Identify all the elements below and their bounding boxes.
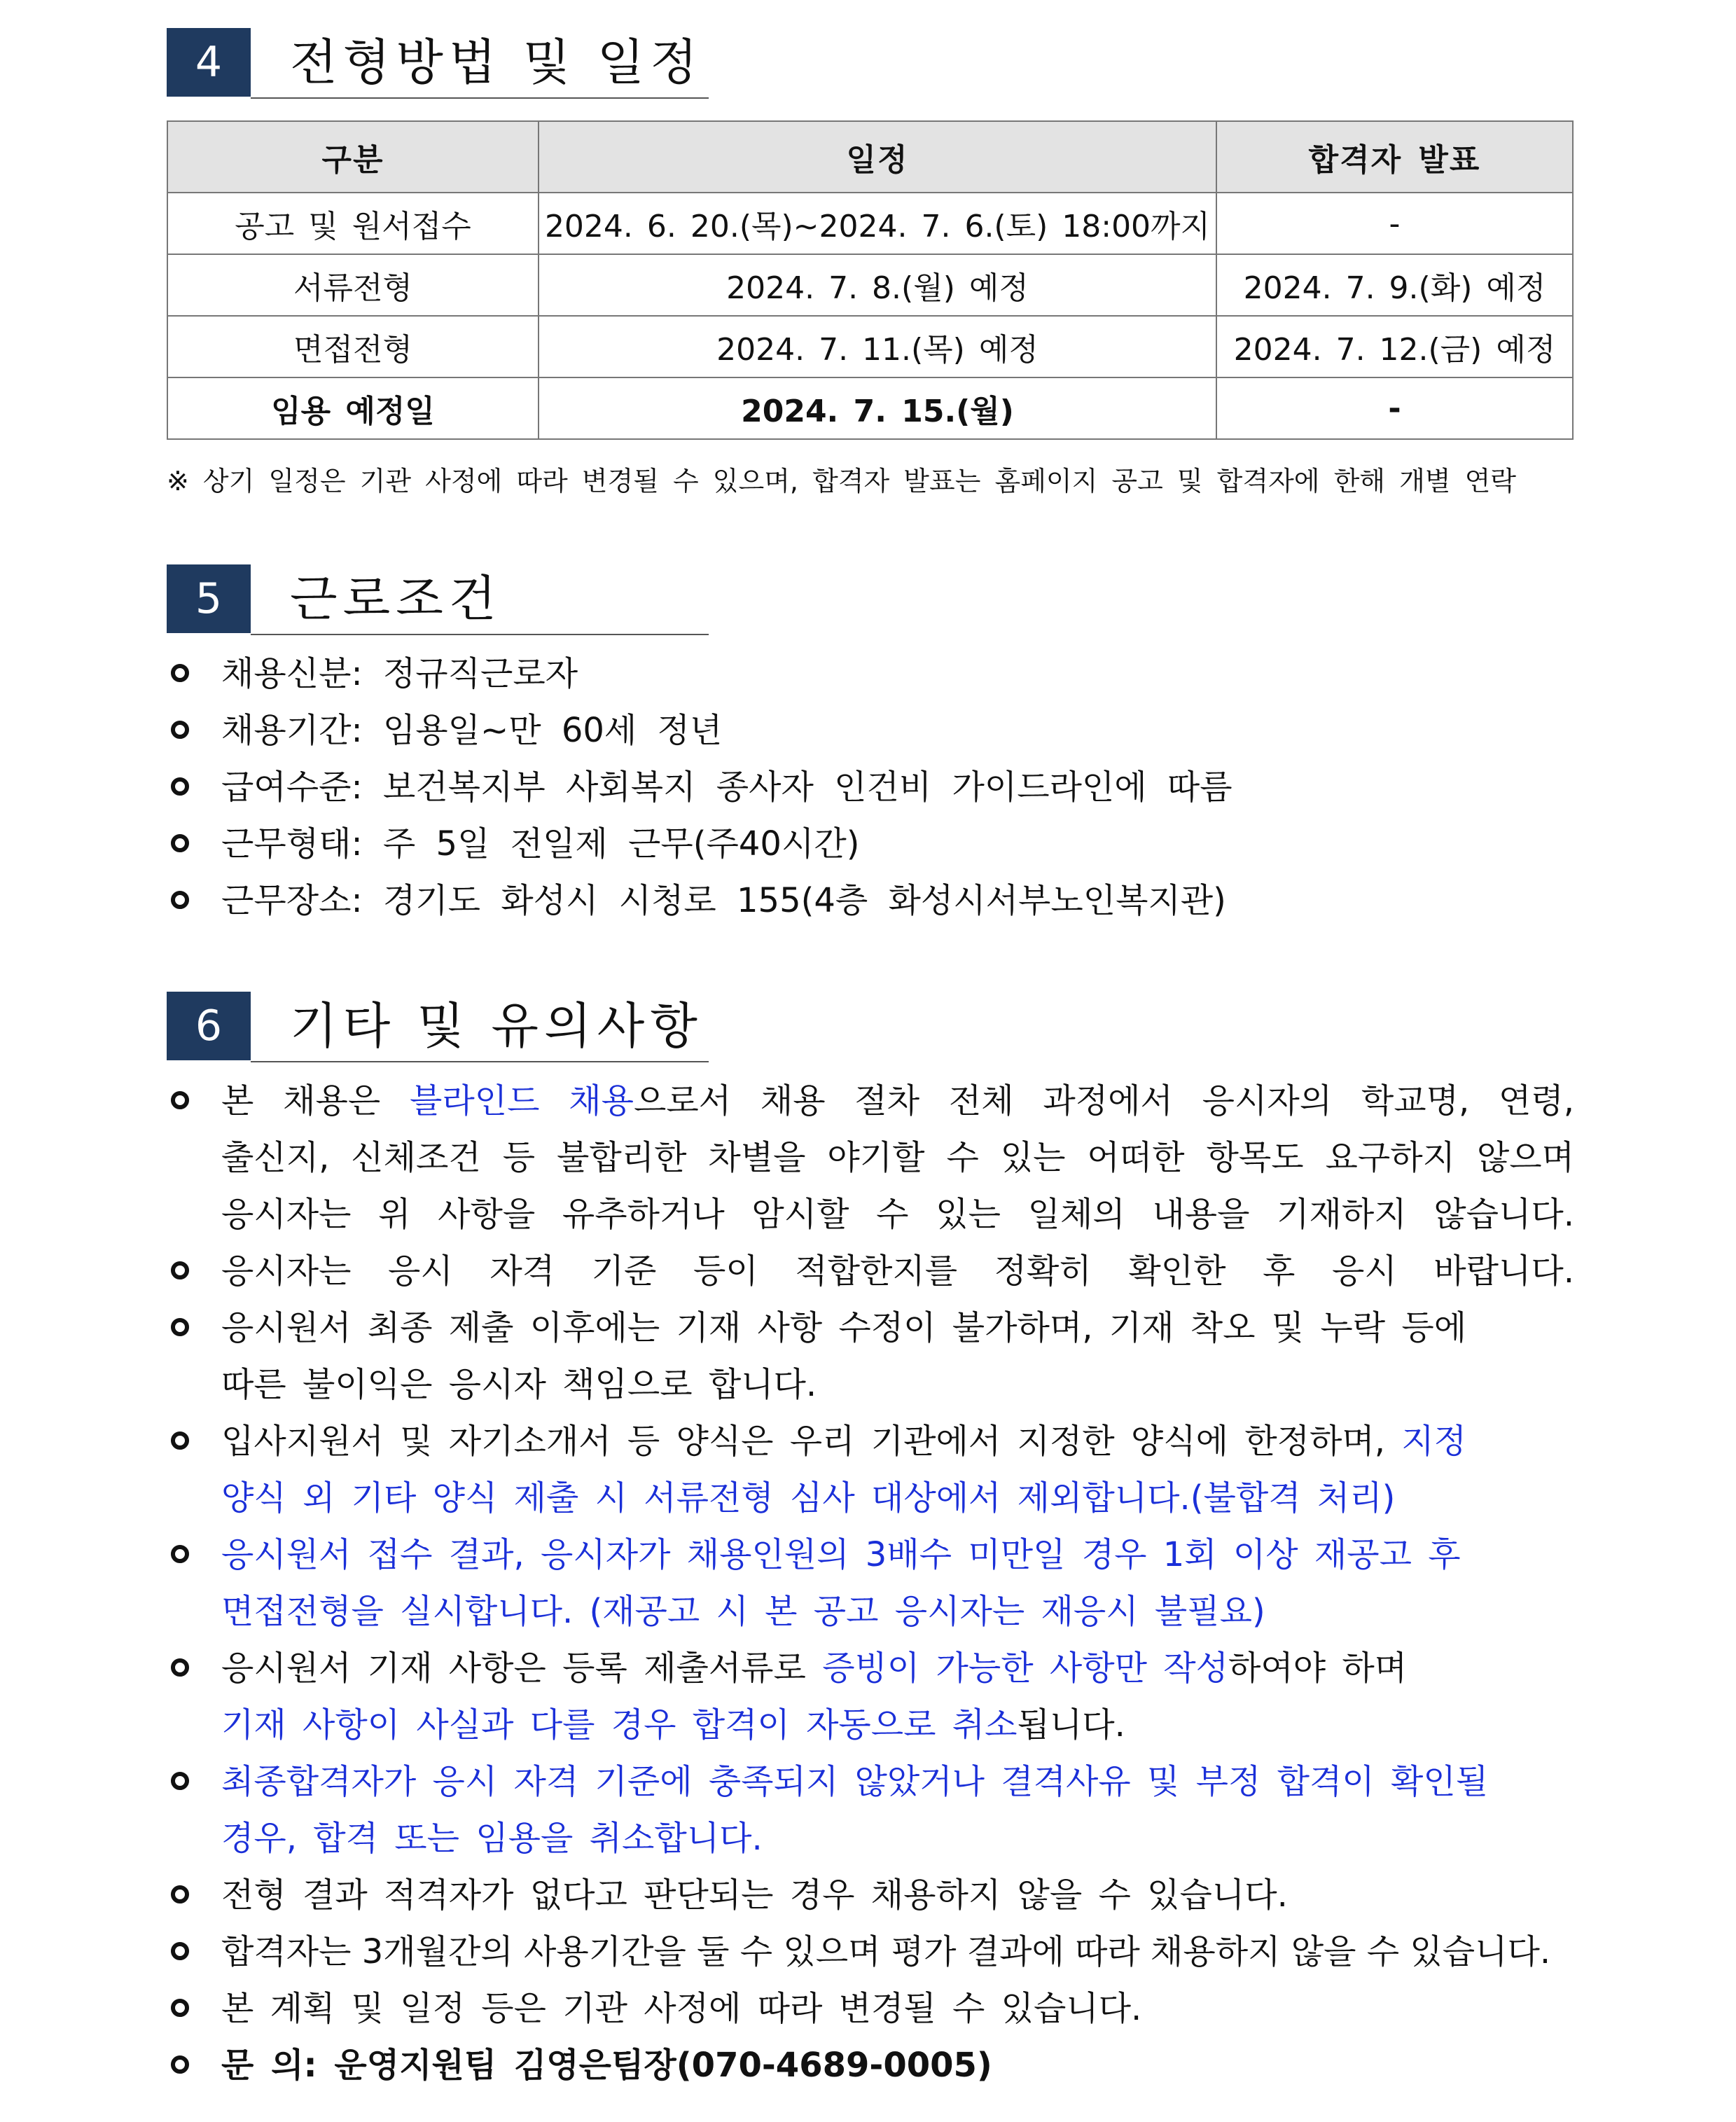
circle-bullet-icon [171, 1091, 189, 1109]
list-item [167, 873, 1574, 929]
table-cell: 2024. 6. 20.(목)~2024. 7. 6.(토) 18:00까지 [539, 193, 1216, 254]
circle-bullet-icon [171, 1999, 189, 2017]
contact-item [167, 2037, 1574, 2094]
list-item-text: 본 채용은 [221, 1081, 410, 1121]
table-row [167, 377, 1573, 439]
list-item [167, 1754, 1574, 1867]
section-number: 4 [167, 28, 251, 97]
table-cell: 서류전형 [167, 254, 539, 316]
circle-bullet-icon [171, 1318, 189, 1336]
section-5-header [167, 564, 709, 637]
table-header: 구분 [167, 121, 539, 193]
circle-bullet-icon [171, 664, 189, 682]
list-item-text: 전형 결과 적격자가 없다고 판단되는 경우 채용하지 않을 수 있습니다. [221, 1875, 1288, 1915]
table-row [167, 193, 1573, 254]
table-cell: 2024. 7. 15.(월) [539, 377, 1216, 439]
list-item-text: 채용신분: 정규직근로자 [221, 654, 578, 693]
section-title: 기타 및 유의사항 [290, 997, 703, 1055]
list-item-text: 응시자는 응시 자격 기준 등이 적합한지를 정확히 확인한 후 응시 바랍니다. [221, 1251, 1574, 1291]
list-item [167, 646, 1574, 702]
list-item [167, 816, 1574, 873]
list-item-text: 응시원서 최종 제출 이후에는 기재 사항 수정이 불가하며, 기재 착오 및 누락 등에 [221, 1308, 1467, 1347]
table-cell: 2024. 7. 12.(금) 예정 [1216, 316, 1573, 377]
list-item [167, 1640, 1574, 1754]
list-item-text: 됩니다. [1017, 1705, 1125, 1745]
table-cell: 2024. 7. 9.(화) 예정 [1216, 254, 1573, 316]
table-cell: 임용 예정일 [167, 377, 539, 439]
circle-bullet-icon [171, 1431, 189, 1450]
section-6-header [167, 992, 709, 1065]
list-item-text: 입사지원서 및 자기소개서 등 양식은 우리 기관에서 지정한 양식에 한정하며, [221, 1422, 1402, 1461]
circle-bullet-icon [171, 1772, 189, 1790]
notices-list [167, 1073, 1574, 2094]
circle-bullet-icon [171, 1885, 189, 1903]
section-underline [251, 97, 709, 99]
list-item-text: 따른 불이익은 응시자 책임으로 합니다. [221, 1365, 817, 1404]
circle-bullet-icon [171, 1942, 189, 1960]
schedule-table [167, 120, 1574, 440]
circle-bullet-icon [171, 834, 189, 852]
list-item-text: 응시자는 위 사항을 유추하거나 암시할 수 있는 일체의 내용을 기재하지 않습니다. [221, 1195, 1574, 1234]
emphasis-text: 증빙이 가능한 사항만 작성 [822, 1649, 1229, 1688]
emphasis-text: 경우, 합격 또는 임용을 취소합니다. [221, 1819, 763, 1858]
list-item [167, 1413, 1574, 1527]
table-header: 합격자 발표 [1216, 121, 1573, 193]
emphasis-text: 양식 외 기타 양식 제출 시 서류전형 심사 대상에서 제외합니다.(불합격 처리) [221, 1478, 1396, 1518]
circle-bullet-icon [171, 1261, 189, 1280]
table-cell: 공고 및 원서접수 [167, 193, 539, 254]
table-cell: 면접전형 [167, 316, 539, 377]
circle-bullet-icon [171, 891, 189, 909]
emphasis-text: 지정 [1401, 1422, 1466, 1461]
emphasis-text: 최종합격자가 응시 자격 기준에 충족되지 않았거나 결격사유 및 부정 합격이 확인될 [221, 1762, 1489, 1801]
circle-bullet-icon [171, 2055, 189, 2074]
section-4-header [167, 28, 709, 101]
section-number: 6 [167, 992, 251, 1060]
list-item-text: 본 계획 및 일정 등은 기관 사정에 따라 변경될 수 있습니다. [221, 1989, 1142, 2028]
list-item-text: 근무장소: 경기도 화성시 시청로 155(4층 화성시서부노인복지관) [221, 881, 1226, 920]
circle-bullet-icon [171, 1658, 189, 1677]
emphasis-text: 기재 사항이 사실과 다를 경우 합격이 자동으로 취소 [221, 1705, 1018, 1745]
section-title: 전형방법 및 일정 [290, 34, 703, 91]
list-item [167, 1867, 1574, 1924]
schedule-note: ※ 상기 일정은 기관 사정에 따라 변경될 수 있으며, 합격자 발표는 홈페이지 공고 및 합격자에 한해 개별 연락 [167, 466, 1517, 497]
section-title: 근로조건 [290, 570, 502, 627]
list-item [167, 1924, 1574, 1981]
table-cell: - [1216, 377, 1573, 439]
emphasis-text: 블라인드 채용 [410, 1081, 634, 1121]
circle-bullet-icon [171, 777, 189, 796]
section-underline [251, 1061, 709, 1062]
table-header: 일정 [539, 121, 1216, 193]
section-underline [251, 634, 709, 635]
table-cell: 2024. 7. 8.(월) 예정 [539, 254, 1216, 316]
list-item-text: 하여야 하며 [1228, 1649, 1408, 1688]
list-item [167, 1243, 1574, 1300]
list-item [167, 1300, 1574, 1413]
emphasis-text: 응시원서 접수 결과, 응시자가 채용인원의 3배수 미만일 경우 1회 이상 재공고 후 [221, 1535, 1461, 1574]
list-item [167, 759, 1574, 816]
list-item-text: 합격자는 3개월간의 사용기간을 둘 수 있으며 평가 결과에 따라 채용하지 않을 수 있습니다. [221, 1932, 1551, 1971]
section-number: 5 [167, 564, 251, 633]
list-item-text: 으로서 채용 절차 전체 과정에서 응시자의 학교명, 연령, [634, 1081, 1574, 1121]
list-item-text: 출신지, 신체조건 등 불합리한 차별을 야기할 수 있는 어떠한 항목도 요구하지 않으며 [221, 1138, 1574, 1177]
list-item [167, 1527, 1574, 1640]
working-conditions-list [167, 646, 1574, 929]
list-item-text: 급여수준: 보건복지부 사회복지 종사자 인건비 가이드라인에 따름 [221, 768, 1232, 807]
table-row [167, 316, 1573, 377]
circle-bullet-icon [171, 721, 189, 739]
list-item [167, 702, 1574, 759]
circle-bullet-icon [171, 1545, 189, 1563]
contact-text: 문 의: 운영지원팀 김영은팀장(070-4689-0005) [221, 2046, 992, 2085]
table-header-row [167, 121, 1573, 193]
list-item-text: 근무형태: 주 5일 전일제 근무(주40시간) [221, 824, 860, 864]
list-item-text: 응시원서 기재 사항은 등록 제출서류로 [221, 1649, 823, 1688]
list-item [167, 1073, 1574, 1243]
table-row [167, 254, 1573, 316]
list-item [167, 1981, 1574, 2037]
list-item-text: 채용기간: 임용일~만 60세 정년 [221, 711, 723, 750]
table-cell: 2024. 7. 11.(목) 예정 [539, 316, 1216, 377]
emphasis-text: 면접전형을 실시합니다. (재공고 시 본 공고 응시자는 재응시 불필요) [221, 1592, 1265, 1631]
table-cell: - [1216, 193, 1573, 254]
